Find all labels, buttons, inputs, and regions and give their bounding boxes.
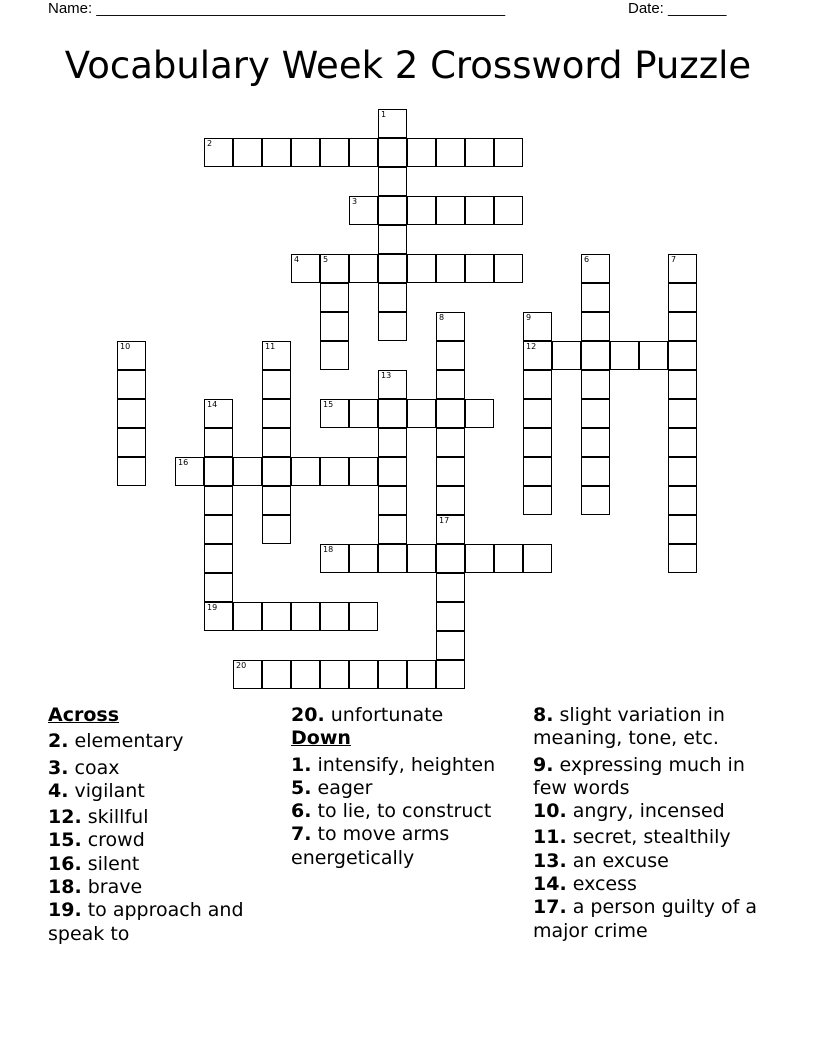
- clue-number: 9: [526, 313, 532, 322]
- grid-cell[interactable]: [523, 312, 552, 341]
- clues-column-3: [533, 704, 783, 943]
- clue-number: 6: [584, 255, 590, 264]
- grid-cell[interactable]: [436, 254, 465, 283]
- clue-number: 11: [265, 342, 276, 351]
- grid-cell[interactable]: [465, 196, 494, 225]
- grid-cell[interactable]: [320, 341, 349, 370]
- clue-across-12: 12. skillful: [48, 806, 149, 829]
- grid-cell[interactable]: [523, 399, 552, 428]
- grid-cell[interactable]: [320, 660, 349, 689]
- grid-cell[interactable]: [291, 602, 320, 631]
- clue-across-18: 18. brave: [48, 876, 143, 899]
- grid-cell[interactable]: [668, 457, 697, 486]
- grid-cell[interactable]: [436, 457, 465, 486]
- grid-cell[interactable]: [175, 457, 204, 486]
- grid-cell[interactable]: [262, 428, 291, 457]
- grid-cell[interactable]: [320, 544, 349, 573]
- clue-number: 18: [323, 545, 334, 554]
- grid-cell[interactable]: [494, 196, 523, 225]
- grid-cell[interactable]: [262, 138, 291, 167]
- grid-cell[interactable]: [204, 544, 233, 573]
- clue-down-8: 8. slight variation in meaning, tone, etc.: [533, 704, 725, 750]
- grid-cell[interactable]: [291, 138, 320, 167]
- grid-cell[interactable]: [407, 138, 436, 167]
- grid-cell[interactable]: [436, 631, 465, 660]
- clue-number: 12: [526, 342, 537, 351]
- clue-number: 19: [207, 603, 218, 612]
- grid-cell[interactable]: [523, 486, 552, 515]
- clue-number: 8: [439, 313, 445, 322]
- clue-down-7: 7. to move arms energetically: [291, 823, 450, 869]
- clue-number: 16: [178, 458, 189, 467]
- grid-cell[interactable]: [378, 196, 407, 225]
- clue-down-13: 13. an excuse: [533, 849, 669, 872]
- clues-column-2: [291, 704, 521, 870]
- grid-cell[interactable]: [610, 341, 639, 370]
- clue-down-9: 9. expressing much in few words: [533, 753, 745, 799]
- grid-cell[interactable]: [581, 254, 610, 283]
- grid-cell[interactable]: [233, 138, 262, 167]
- grid-cell[interactable]: [378, 254, 407, 283]
- grid-cell[interactable]: [349, 254, 378, 283]
- grid-cell[interactable]: [407, 254, 436, 283]
- grid-cell[interactable]: [407, 660, 436, 689]
- clue-number: 5: [323, 255, 329, 264]
- clue-across-4: 4. vigilant: [48, 779, 145, 802]
- grid-cell[interactable]: [581, 399, 610, 428]
- grid-cell[interactable]: [436, 341, 465, 370]
- grid-cell[interactable]: [523, 341, 552, 370]
- clue-down-14: 14. excess: [533, 873, 637, 896]
- grid-cell[interactable]: [407, 196, 436, 225]
- grid-cell[interactable]: [436, 196, 465, 225]
- grid-cell[interactable]: [668, 399, 697, 428]
- grid-cell[interactable]: [349, 544, 378, 573]
- grid-cell[interactable]: [378, 428, 407, 457]
- grid-cell[interactable]: [523, 544, 552, 573]
- clue-number: 10: [120, 342, 131, 351]
- grid-cell[interactable]: [378, 225, 407, 254]
- grid-cell[interactable]: [233, 660, 262, 689]
- grid-cell[interactable]: [668, 341, 697, 370]
- clue-number: 20: [236, 661, 247, 670]
- grid-cell[interactable]: [320, 283, 349, 312]
- clue-across-3: 3. coax: [48, 756, 120, 779]
- grid-cell[interactable]: [204, 428, 233, 457]
- grid-cell[interactable]: [668, 428, 697, 457]
- grid-cell[interactable]: [349, 660, 378, 689]
- grid-cell[interactable]: [436, 486, 465, 515]
- grid-cell[interactable]: [349, 399, 378, 428]
- grid-cell[interactable]: [320, 457, 349, 486]
- grid-cell[interactable]: [581, 370, 610, 399]
- grid-cell[interactable]: [349, 457, 378, 486]
- grid-cell[interactable]: [523, 457, 552, 486]
- grid-cell[interactable]: [407, 399, 436, 428]
- grid-cell[interactable]: [436, 602, 465, 631]
- grid-cell[interactable]: [349, 196, 378, 225]
- clue-number: 1: [381, 110, 387, 119]
- grid-cell[interactable]: [262, 457, 291, 486]
- grid-cell[interactable]: [117, 370, 146, 399]
- clue-down-10: 10. angry, incensed: [533, 800, 725, 823]
- grid-cell[interactable]: [465, 544, 494, 573]
- grid-cell[interactable]: [262, 370, 291, 399]
- grid-cell[interactable]: [552, 341, 581, 370]
- grid-cell[interactable]: [378, 312, 407, 341]
- grid-cell[interactable]: [668, 312, 697, 341]
- grid-cell[interactable]: [262, 341, 291, 370]
- across-heading: Across: [48, 704, 120, 726]
- grid-cell[interactable]: [436, 370, 465, 399]
- grid-cell[interactable]: [378, 109, 407, 138]
- grid-cell[interactable]: [349, 602, 378, 631]
- grid-cell[interactable]: [262, 602, 291, 631]
- grid-cell[interactable]: [204, 602, 233, 631]
- clues-column-1: [48, 704, 278, 946]
- clue-down-1: 1. intensify, heighten: [291, 753, 496, 776]
- clue-down-11: 11. secret, stealthily: [533, 826, 731, 849]
- grid-cell[interactable]: [204, 138, 233, 167]
- grid-cell[interactable]: [204, 573, 233, 602]
- grid-cell[interactable]: [291, 457, 320, 486]
- grid-cell[interactable]: [668, 283, 697, 312]
- grid-cell[interactable]: [668, 370, 697, 399]
- grid-cell[interactable]: [117, 341, 146, 370]
- grid-cell[interactable]: [320, 399, 349, 428]
- grid-cell[interactable]: [262, 660, 291, 689]
- grid-cell[interactable]: [668, 486, 697, 515]
- grid-cell[interactable]: [581, 486, 610, 515]
- grid-cell[interactable]: [465, 399, 494, 428]
- grid-cell[interactable]: [494, 138, 523, 167]
- grid-cell[interactable]: [639, 341, 668, 370]
- page-title: Vocabulary Week 2 Crossword Puzzle: [64, 44, 752, 87]
- grid-cell[interactable]: [320, 312, 349, 341]
- grid-cell[interactable]: [465, 254, 494, 283]
- grid-cell[interactable]: [436, 312, 465, 341]
- date-field-label[interactable]: Date: _______: [628, 0, 727, 17]
- grid-cell[interactable]: [436, 428, 465, 457]
- grid-cell[interactable]: [378, 660, 407, 689]
- grid-cell[interactable]: [436, 544, 465, 573]
- grid-cell[interactable]: [436, 399, 465, 428]
- clue-number: 7: [671, 255, 677, 264]
- clue-number: 13: [381, 371, 392, 380]
- grid-cell[interactable]: [436, 660, 465, 689]
- grid-cell[interactable]: [465, 138, 494, 167]
- grid-cell[interactable]: [320, 602, 349, 631]
- grid-cell[interactable]: [668, 515, 697, 544]
- clue-across-20: 20. unfortunate: [291, 704, 444, 726]
- clue-number: 2: [207, 139, 213, 148]
- grid-cell[interactable]: [436, 515, 465, 544]
- grid-cell[interactable]: [581, 283, 610, 312]
- clue-down-5: 5. eager: [291, 776, 373, 799]
- clue-across-15: 15. crowd: [48, 829, 145, 852]
- grid-cell[interactable]: [378, 515, 407, 544]
- grid-cell[interactable]: [523, 370, 552, 399]
- grid-cell[interactable]: [204, 457, 233, 486]
- grid-cell[interactable]: [378, 370, 407, 399]
- grid-cell[interactable]: [523, 428, 552, 457]
- grid-cell[interactable]: [204, 515, 233, 544]
- grid-cell[interactable]: [320, 254, 349, 283]
- grid-cell[interactable]: [581, 341, 610, 370]
- grid-cell[interactable]: [117, 399, 146, 428]
- grid-cell[interactable]: [436, 138, 465, 167]
- grid-cell[interactable]: [378, 457, 407, 486]
- grid-cell[interactable]: [117, 457, 146, 486]
- grid-cell[interactable]: [320, 138, 349, 167]
- clue-across-16: 16. silent: [48, 852, 140, 875]
- clue-number: 15: [323, 400, 334, 409]
- grid-cell[interactable]: [378, 544, 407, 573]
- grid-cell[interactable]: [204, 486, 233, 515]
- grid-cell[interactable]: [233, 457, 262, 486]
- grid-cell[interactable]: [581, 312, 610, 341]
- grid-cell[interactable]: [378, 167, 407, 196]
- clue-number: 17: [439, 516, 450, 525]
- down-heading: Down: [291, 727, 351, 750]
- grid-cell[interactable]: [407, 544, 436, 573]
- grid-cell[interactable]: [494, 254, 523, 283]
- grid-cell[interactable]: [668, 544, 697, 573]
- grid-cell[interactable]: [668, 254, 697, 283]
- grid-cell[interactable]: [494, 544, 523, 573]
- clue-down-17: 17. a person guilty of a major crime: [533, 896, 757, 942]
- clue-number: 4: [294, 255, 300, 264]
- grid-cell[interactable]: [117, 428, 146, 457]
- grid-cell[interactable]: [291, 660, 320, 689]
- grid-cell[interactable]: [349, 138, 378, 167]
- grid-cell[interactable]: [262, 399, 291, 428]
- grid-cell[interactable]: [291, 254, 320, 283]
- clue-number: 3: [352, 197, 358, 206]
- grid-cell[interactable]: [233, 602, 262, 631]
- grid-cell[interactable]: [378, 138, 407, 167]
- clue-across-2: 2. elementary: [48, 730, 184, 753]
- clue-across-19: 19. to approach and speak to: [48, 899, 244, 945]
- grid-cell[interactable]: [262, 515, 291, 544]
- grid-cell[interactable]: [378, 283, 407, 312]
- grid-cell[interactable]: [378, 399, 407, 428]
- clue-number: 14: [207, 400, 218, 409]
- grid-cell[interactable]: [436, 573, 465, 602]
- name-field-label[interactable]: Name: _________________________________________________: [48, 0, 506, 17]
- grid-cell[interactable]: [378, 486, 407, 515]
- grid-cell[interactable]: [581, 428, 610, 457]
- grid-cell[interactable]: [581, 457, 610, 486]
- grid-cell[interactable]: [262, 486, 291, 515]
- grid-cell[interactable]: [204, 399, 233, 428]
- clue-down-6: 6. to lie, to construct: [291, 800, 492, 823]
